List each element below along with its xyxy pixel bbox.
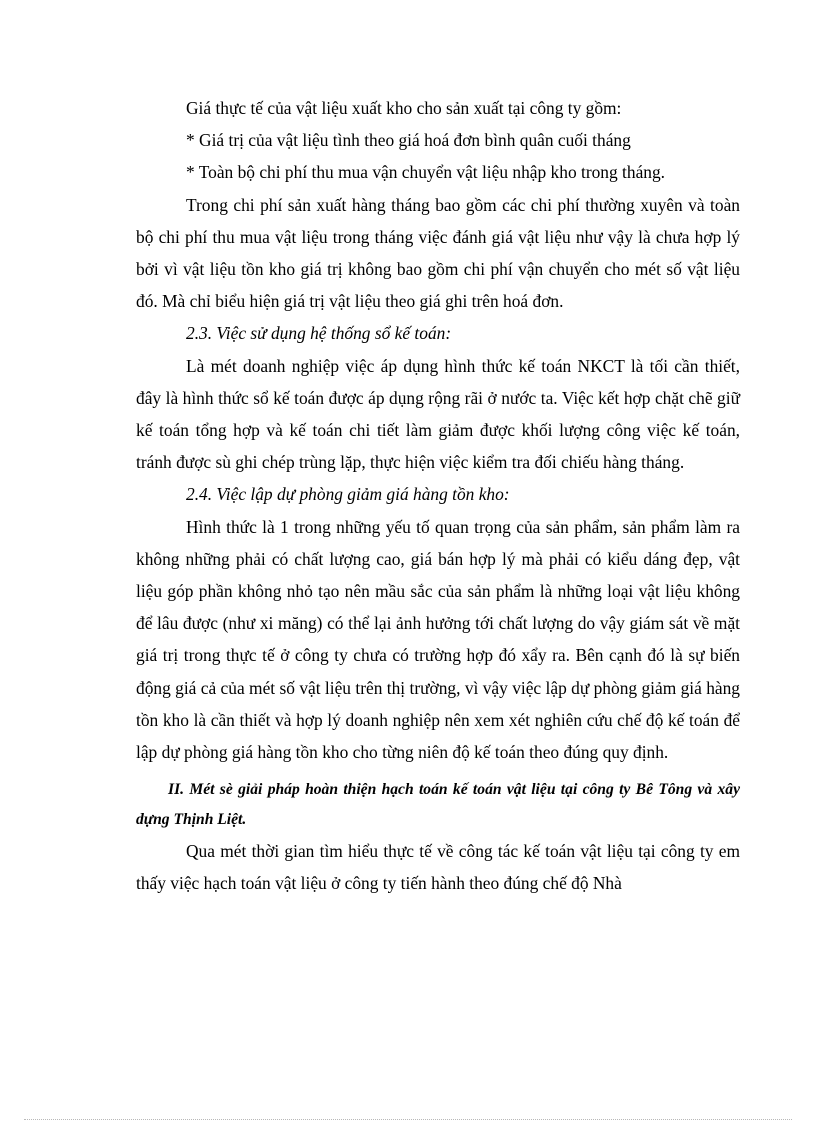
section-heading-2-4: 2.4. Việc lập dự phòng giảm giá hàng tồn kho: (186, 484, 510, 505)
paragraph-cost: Trong chi phí sản xuất hàng tháng bao gồm các chi phí thường xuyên và toàn bộ chi phí thu mua vật liệu trong tháng việc đánh giá vật liệu như vậy là chưa hợp lý bởi vì vật liệu tồn kho giá trị không bao gồm chi phí vận chuyển cho mét số vật liệu đó. Mà chỉ biểu hiện giá trị vật liệu theo giá ghi trên hoá đơn. (136, 194, 740, 312)
document-page (136, 92, 740, 900)
paragraph-ledger: Là mét doanh nghiệp việc áp dụng hình thức kế toán NKCT là tối cần thiết, đây là hình thức sổ kế toán được áp dụng rộng rãi ở nước ta. Việc kết hợp chặt chẽ giữ kế toán tổng hợp và kế toán chi tiết làm giảm được khối lượng công việc kế toán, tránh được sù ghi chép trùng lặp, thực hiện việc kiểm tra đối chiếu hàng tháng. (136, 355, 740, 473)
paragraph-conclusion: Qua mét thời gian tìm hiểu thực tế về công tác kế toán vật liệu tại công ty em thấy việc hạch toán vật liệu ở công ty tiến hành theo đúng chế độ Nhà (136, 841, 740, 894)
page-bottom-divider (24, 1119, 792, 1120)
bullet-item-2: * Toàn bộ chi phí thu mua vận chuyển vật liệu nhập kho trong tháng. (186, 162, 666, 183)
paragraph-provision: Hình thức là 1 trong những yếu tố quan trọng của sản phẩm, sản phẩm làm ra không những phải có chất lượng cao, giá bán hợp lý mà phải có kiểu dáng đẹp, vật liệu góp phần không nhỏ tạo nên mầu sắc của sản phẩm là những loại vật liệu không để lâu được (như xi măng) có thể lại ảnh hưởng tới chất lượng do vậy giám sát về mặt giá trị trong thực tế ở công ty chưa có trường hợp đó xẩy ra. Bên cạnh đó là sự biến động giá cả của mét số vật liệu trên thị trường, vì vậy việc lập dự phòng giảm giá hàng tồn kho là cần thiết và hợp lý doanh nghiệp nên xem xét nghiên cứu chế độ kế toán để lập dự phòng giá hàng tồn kho cho từng niên độ kế toán theo đúng quy định. (136, 516, 740, 763)
bullet-item-1: * Giá trị của vật liệu tình theo giá hoá đơn bình quân cuối tháng (186, 130, 631, 151)
section-heading-2-3: 2.3. Việc sử dụng hệ thống sổ kế toán: (186, 323, 452, 344)
section-heading-ii: II. Mét sè giải pháp hoàn thiện hạch toán kế toán vật liệu tại công ty Bê Tông và xây dựng Thịnh Liệt. (136, 781, 740, 829)
paragraph-intro: Giá thực tế của vật liệu xuất kho cho sản xuất tại công ty gồm: (186, 98, 622, 118)
